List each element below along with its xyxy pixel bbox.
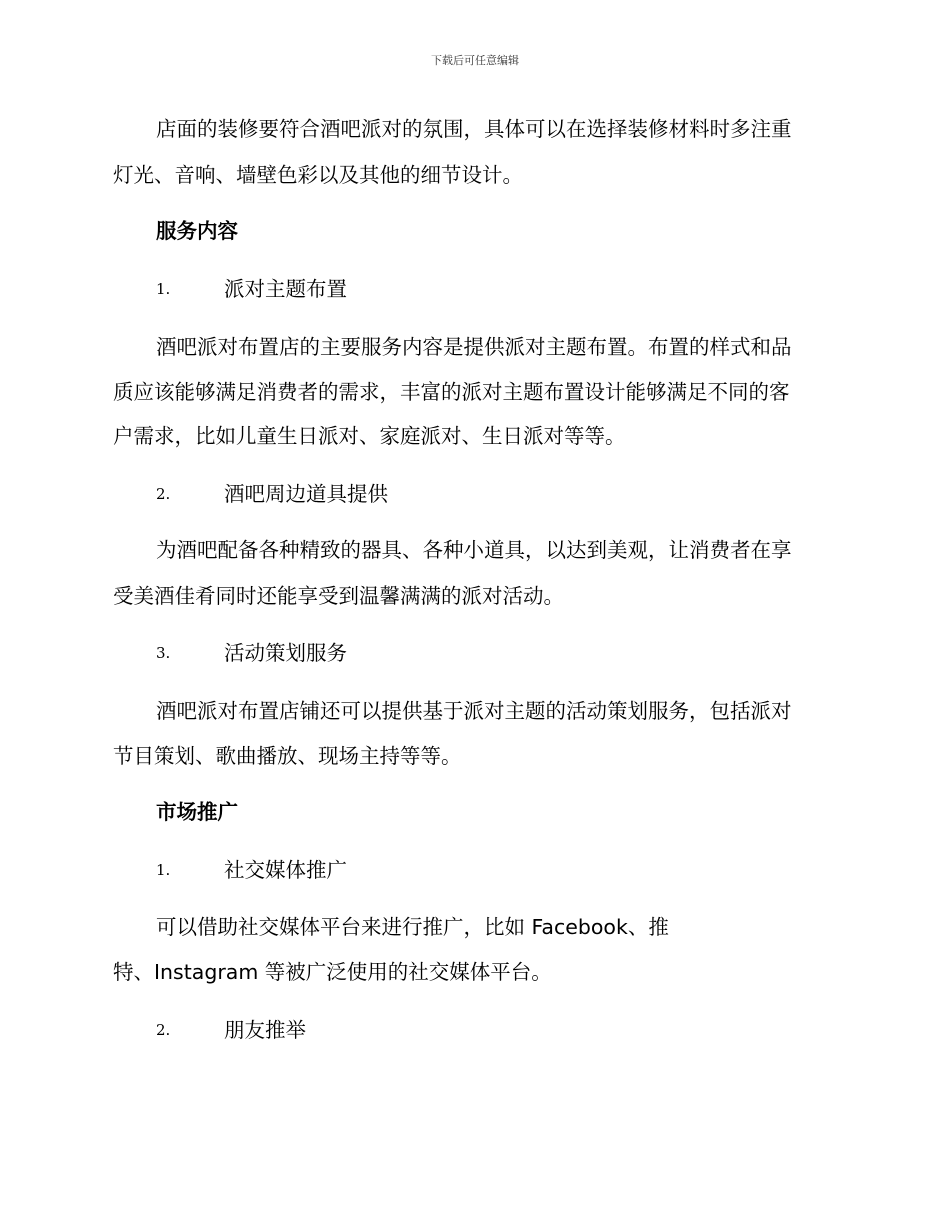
paragraph-line: 可以借助社交媒体平台来进行推广，比如 Facebook、推 <box>156 915 669 939</box>
list-item-title: 派对主题布置 <box>224 277 347 301</box>
paragraph-line: 酒吧派对布置店的主要服务内容是提供派对主题布置。布置的样式和品 <box>156 335 792 359</box>
paragraph-line: 为酒吧配备各种精致的器具、各种小道具，以达到美观，让消费者在享 <box>156 538 792 562</box>
list-item-title: 朋友推举 <box>224 1018 306 1042</box>
paragraph-line: 节目策划、歌曲播放、现场主持等等。 <box>113 744 462 768</box>
paragraph-line: 酒吧派对布置店铺还可以提供基于派对主题的活动策划服务，包括派对 <box>156 699 792 723</box>
list-number: 3. <box>156 644 171 662</box>
paragraph-line: 店面的装修要符合酒吧派对的氛围，具体可以在选择装修材料时多注重 <box>156 117 792 141</box>
list-item-title: 社交媒体推广 <box>224 858 347 882</box>
paragraph-line: 灯光、音响、墙壁色彩以及其他的细节设计。 <box>113 163 523 187</box>
list-item-title: 酒吧周边道具提供 <box>224 482 388 506</box>
paragraph-line: 特、Instagram 等被广泛使用的社交媒体平台。 <box>113 960 552 984</box>
page-header: 下载后可任意编辑 <box>431 54 519 67</box>
list-item-title: 活动策划服务 <box>224 641 347 665</box>
paragraph-line: 户需求，比如儿童生日派对、家庭派对、生日派对等等。 <box>113 424 626 448</box>
list-number: 1. <box>156 861 171 879</box>
paragraph-line: 质应该能够满足消费者的需求，丰富的派对主题布置设计能够满足不同的客 <box>113 380 790 404</box>
list-number: 1. <box>156 280 171 298</box>
list-number: 2. <box>156 1021 171 1039</box>
section-heading-marketing: 市场推广 <box>156 800 238 824</box>
section-heading-services: 服务内容 <box>156 219 238 243</box>
list-number: 2. <box>156 485 171 503</box>
paragraph-line: 受美酒佳肴同时还能享受到温馨满满的派对活动。 <box>113 584 564 608</box>
